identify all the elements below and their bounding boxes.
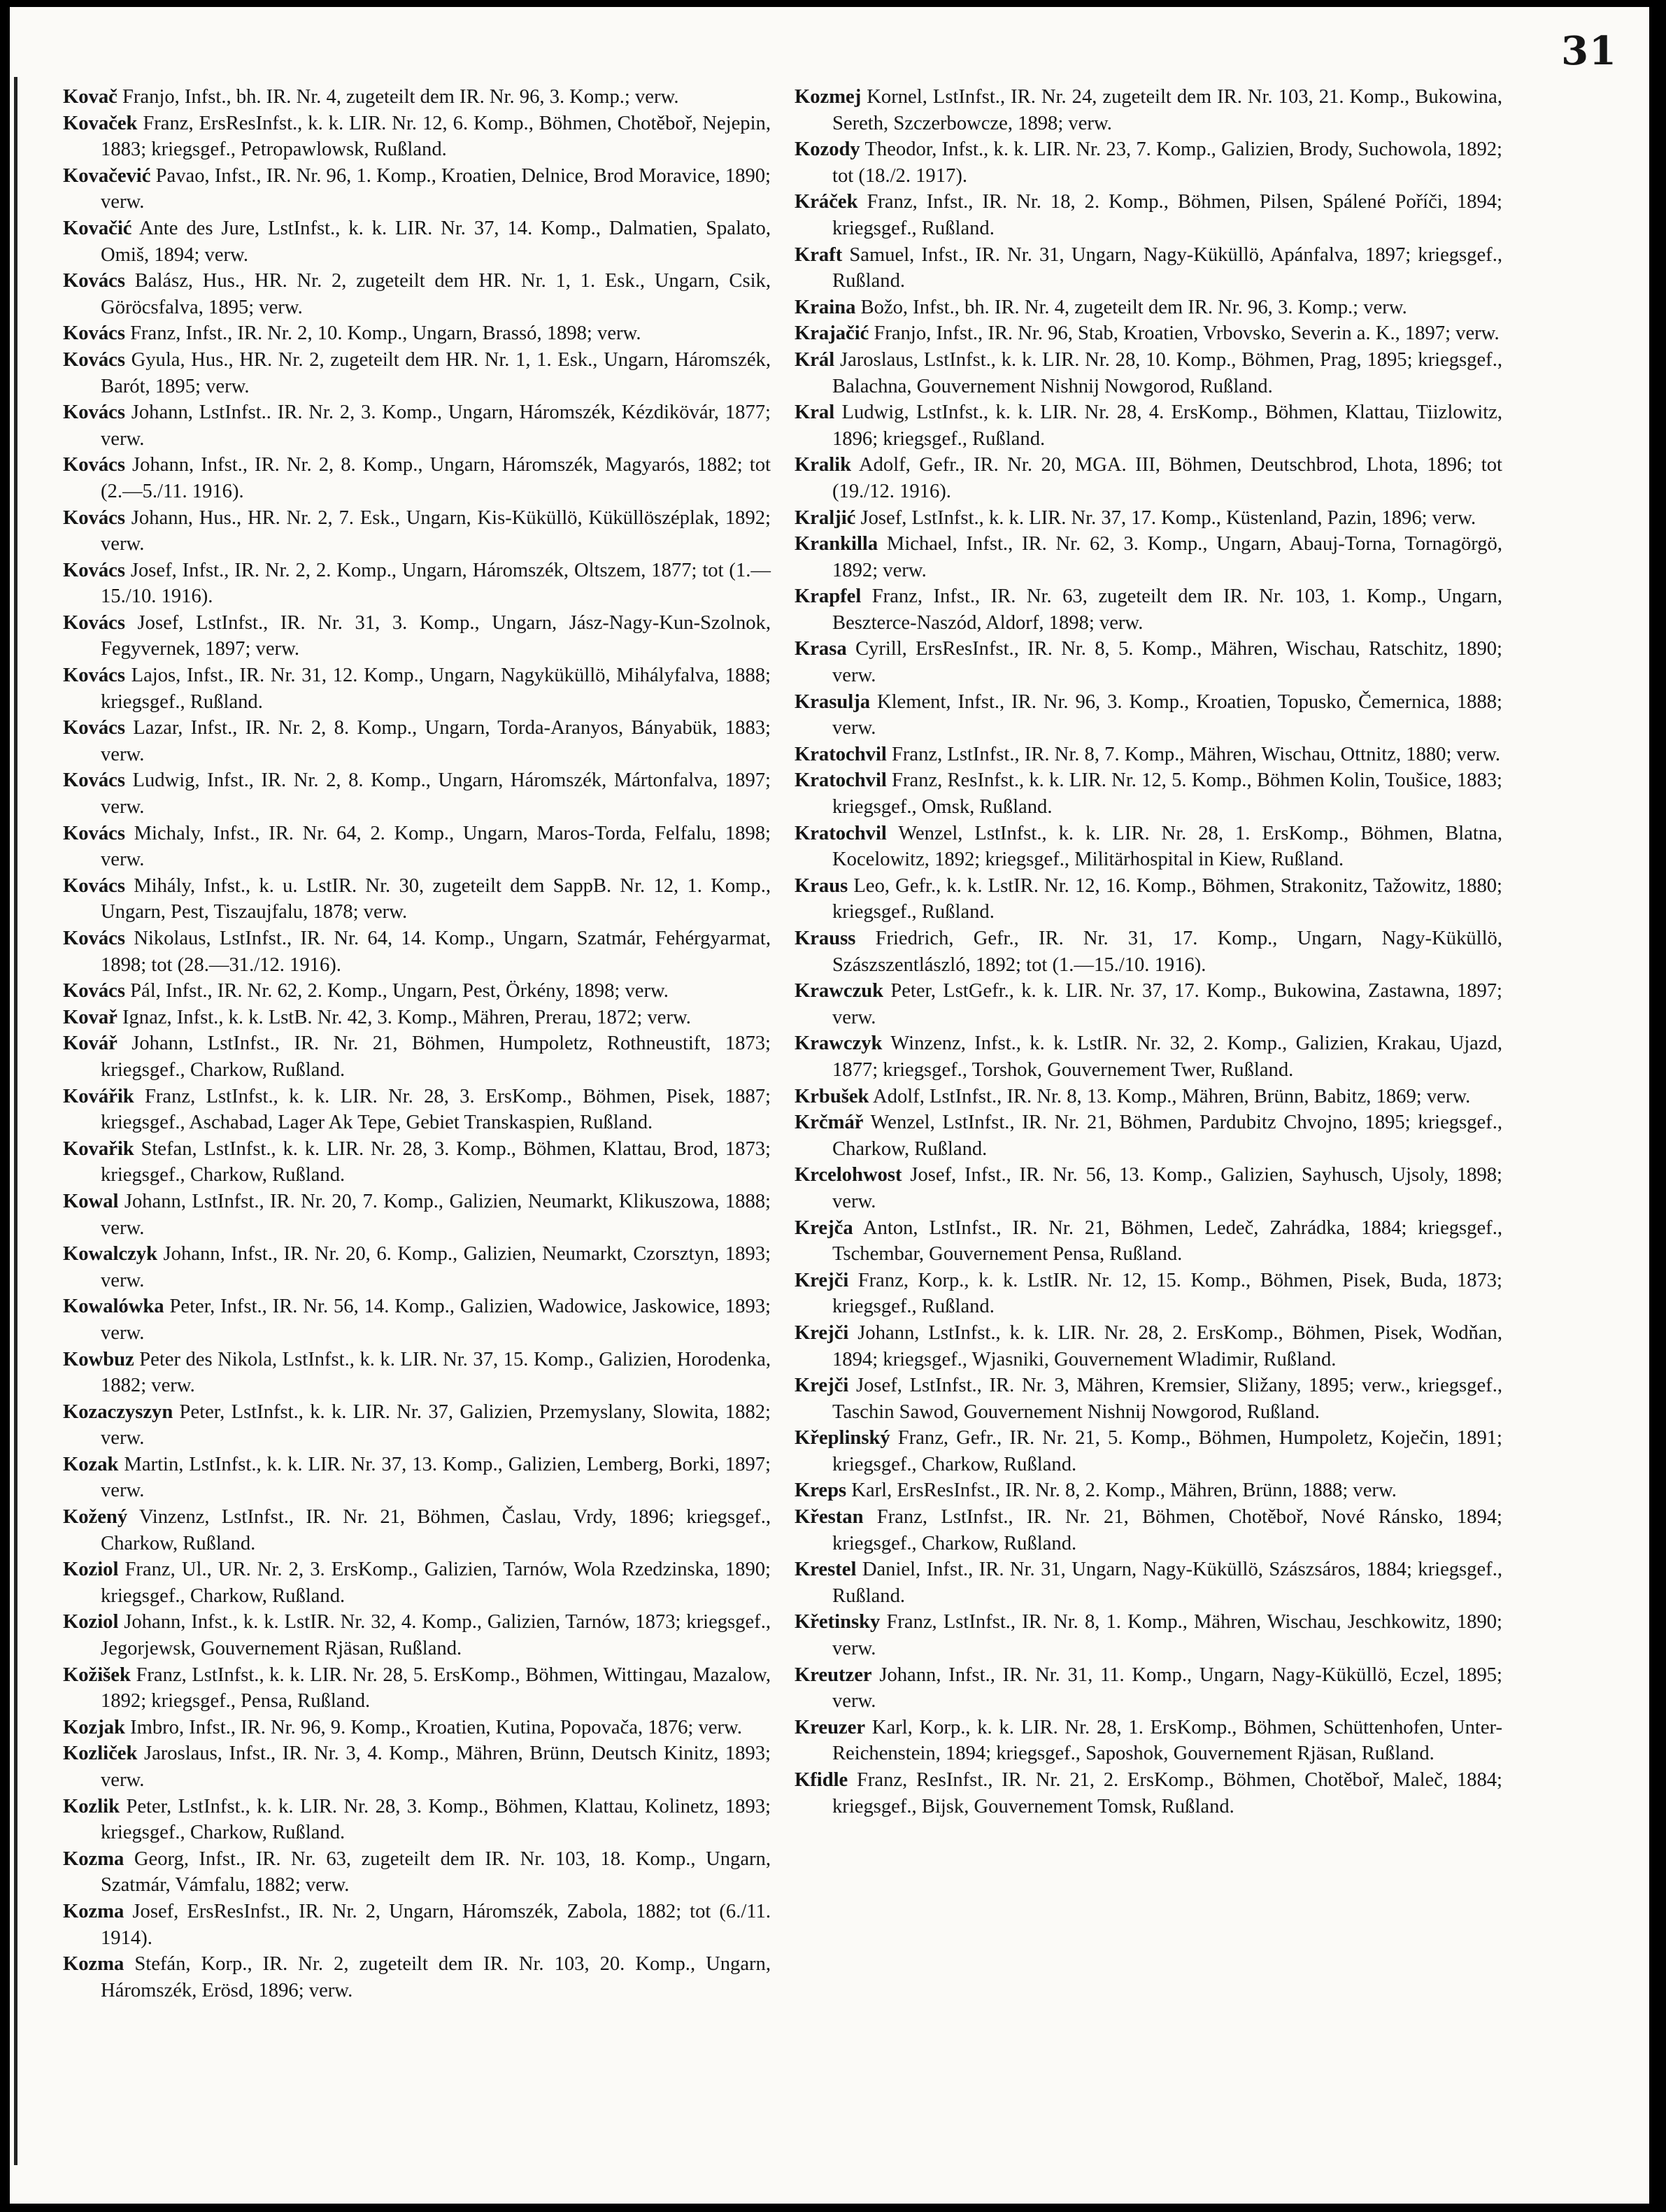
register-entry: [795, 742, 1502, 768]
entry-details: Wenzel, LstInfst., k. k. LIR. Nr. 28, 1. ErsKomp., Böhmen, Blatna, Kocelowitz, 1892; kriegsgef., Militärhospital in Kiew, Rußland.: [832, 822, 1502, 871]
entry-surname: Kovács: [63, 717, 125, 739]
entry-surname: Krajačić: [795, 322, 869, 345]
register-entry: [63, 1452, 771, 1504]
entry-details: Friedrich, Gefr., IR. Nr. 31, 17. Komp., Ungarn, Nagy-Küküllö, Szászszentlászló, 1892; tot (1.—15./10. 1916).: [832, 928, 1502, 976]
entry-surname: Kowal: [63, 1190, 119, 1212]
entry-details: Karl, ErsResInfst., IR. Nr. 8, 2. Komp., Mähren, Brünn, 1888; verw.: [846, 1480, 1397, 1502]
entry-details: Karl, Korp., k. k. LIR. Nr. 28, 1. ErsKomp., Böhmen, Schüttenhofen, Unter-Reichenstein, 1894; kriegsgef., Saposhok, Gouvernement Rjäsan, Rußland.: [832, 1716, 1502, 1765]
register-entry: [63, 1609, 771, 1661]
entry-surname: Kozliček: [63, 1743, 138, 1765]
register-entry: [63, 347, 771, 399]
entry-details: Adolf, LstInfst., IR. Nr. 8, 13. Komp., Mähren, Brünn, Babitz, 1869; verw.: [869, 1085, 1471, 1107]
register-entry: [63, 1084, 771, 1136]
margin-rule: [14, 77, 17, 2165]
register-entry: [795, 320, 1502, 347]
entry-details: Josef, Infst., IR. Nr. 2, 2. Komp., Ungarn, Háromszék, Oltszem, 1877; tot (1.—15./10. 1916).: [101, 559, 771, 608]
entry-surname: Kovács: [63, 665, 125, 687]
entry-details: Wenzel, LstInfst., IR. Nr. 21, Böhmen, Pardubitz Chvojno, 1895; kriegsgef., Charkow, Rußland.: [832, 1112, 1502, 1160]
register-entry: [63, 1399, 771, 1452]
entry-details: Johann, LstInfst., IR. Nr. 21, Böhmen, Humpoletz, Rothneustift, 1873; kriegsgef., Charkow, Rußland.: [101, 1033, 771, 1081]
register-entry: [63, 452, 771, 504]
entry-details: Martin, LstInfst., k. k. LIR. Nr. 37, 13. Komp., Galizien, Lemberg, Borki, 1897; verw.: [101, 1453, 771, 1502]
entry-details: Daniel, Infst., IR. Nr. 31, Ungarn, Nagy-Küküllö, Szászsáros, 1884; kriegsgef., Rußland.: [832, 1559, 1502, 1607]
entry-surname: Kozak: [63, 1453, 119, 1475]
entry-surname: Kozjak: [63, 1716, 125, 1738]
register-entry: [63, 1241, 771, 1293]
entry-surname: Krbušek: [795, 1085, 869, 1107]
entry-details: Gyula, Hus., HR. Nr. 2, zugeteilt dem HR. Nr. 1, 1. Esk., Ungarn, Háromszék, Barót, 1895; verw.: [101, 348, 771, 397]
entry-surname: Kovács: [63, 348, 125, 371]
entry-details: Franz, Gefr., IR. Nr. 21, 5. Komp., Böhmen, Humpoletz, Koječin, 1891; kriegsgef., Charkow, Rußland.: [832, 1427, 1502, 1475]
entry-surname: Kraft: [795, 243, 843, 266]
register-entry: [63, 1504, 771, 1557]
entry-details: Theodor, Infst., k. k. LIR. Nr. 23, 7. Komp., Galizien, Brody, Suchowola, 1892; tot (18./2. 1917).: [832, 139, 1502, 187]
entry-details: Peter, Infst., IR. Nr. 56, 14. Komp., Galizien, Wadowice, Jaskowice, 1893; verw.: [101, 1296, 771, 1344]
register-entry: [795, 295, 1502, 321]
entry-surname: Kovács: [63, 928, 125, 949]
entry-details: Nikolaus, LstInfst., IR. Nr. 64, 14. Komp., Ungarn, Szatmár, Fehérgyarmat, 1898; tot (28.—31./12. 1916).: [101, 928, 771, 976]
entry-details: Johann, Infst., IR. Nr. 31, 11. Komp., Ungarn, Nagy-Küküllö, Eczel, 1895; verw.: [832, 1664, 1502, 1713]
register-entry: [795, 767, 1502, 820]
entry-details: Ignaz, Infst., k. k. LstB. Nr. 42, 3. Komp., Mähren, Prerau, 1872; verw.: [117, 1006, 691, 1028]
entry-surname: Kovářik: [63, 1085, 134, 1107]
entry-surname: Kowalczyk: [63, 1243, 158, 1265]
entry-surname: Krauss: [795, 928, 856, 949]
entry-surname: Kovařik: [63, 1137, 134, 1160]
register-entry: [795, 583, 1502, 636]
entry-surname: Koziol: [63, 1559, 119, 1581]
entry-details: Franz, Infst., IR. Nr. 63, zugeteilt dem IR. Nr. 103, 1. Komp., Ungarn, Beszterce-Naszód, Aldorf, 1898; verw.: [832, 586, 1502, 634]
register-entry: [795, 136, 1502, 189]
entry-details: Stefán, Korp., IR. Nr. 2, zugeteilt dem IR. Nr. 103, 20. Komp., Ungarn, Háromszék, Erösd, 1896; verw.: [101, 1953, 771, 2001]
entry-details: Balász, Hus., HR. Nr. 2, zugeteilt dem HR. Nr. 1, 1. Esk., Ungarn, Csik, Göröcsfalva, 1895; verw.: [101, 270, 771, 318]
entry-details: Josef, LstInfst., IR. Nr. 3, Mähren, Kremsier, Sližany, 1895; verw., kriegsgef., Taschin Sawod, Gouvernement Nishnij Nowgorod, Rußland.: [832, 1375, 1502, 1423]
entry-surname: Kovács: [63, 559, 125, 581]
entry-details: Johann, Infst., k. k. LstIR. Nr. 32, 4. Komp., Galizien, Tarnów, 1873; kriegsgef., Jegorjewsk, Gouvernement Rjäsan, Rußland.: [101, 1611, 771, 1660]
entry-surname: Křeplinský: [795, 1427, 890, 1449]
entry-surname: Krawczuk: [795, 980, 884, 1002]
entry-details: Ante des Jure, LstInfst., k. k. LIR. Nr. 37, 14. Komp., Dalmatien, Spalato, Omiš, 1894; verw.: [101, 217, 771, 266]
entry-surname: Krcelohwost: [795, 1164, 902, 1186]
entry-surname: Kozody: [795, 139, 860, 161]
entry-surname: Kreuzer: [795, 1716, 866, 1738]
register-entry: [63, 163, 771, 215]
register-entry: [63, 1951, 771, 2004]
register-entry: [63, 1136, 771, 1189]
entry-details: Franz, Infst., IR. Nr. 18, 2. Komp., Böhmen, Pilsen, Spálené Poříči, 1894; kriegsgef., Rußland.: [832, 191, 1502, 239]
entry-details: Franz, LstInfst., k. k. LIR. Nr. 28, 5. ErsKomp., Böhmen, Wittingau, Mazalow, 1892; kriegsgef., Pensa, Rußland.: [101, 1664, 771, 1713]
entry-surname: Kratochvil: [795, 743, 887, 765]
entry-surname: Kreps: [795, 1480, 847, 1502]
entry-details: Pál, Infst., IR. Nr. 62, 2. Komp., Ungarn, Pest, Örkény, 1898; verw.: [124, 980, 669, 1002]
entry-surname: Krankilla: [795, 533, 878, 555]
register-entry: [795, 1109, 1502, 1162]
entry-surname: Křetinsky: [795, 1611, 881, 1633]
entry-surname: Kovács: [63, 402, 125, 424]
entry-surname: Kožišek: [63, 1664, 131, 1686]
entry-surname: Kovács: [63, 611, 125, 634]
register-entry: [795, 1767, 1502, 1820]
entry-surname: Kovačević: [63, 164, 151, 187]
entry-surname: Kovács: [63, 270, 125, 292]
register-entry: [63, 926, 771, 978]
entry-surname: Kovács: [63, 454, 125, 476]
entry-details: Cyrill, ErsResInfst., IR. Nr. 8, 5. Komp., Mähren, Wischau, Ratschitz, 1890; verw.: [832, 638, 1502, 687]
register-entry: [795, 978, 1502, 1030]
register-entry: [795, 1504, 1502, 1557]
entry-details: Lajos, Infst., IR. Nr. 31, 12. Komp., Ungarn, Nagyküküllö, Mihályfalva, 1888; kriegsgef., Rußland.: [101, 665, 771, 713]
entry-surname: Kovač: [63, 86, 118, 108]
register-entry: [795, 926, 1502, 978]
entry-details: Anton, LstInfst., IR. Nr. 21, Böhmen, Ledeč, Zahrádka, 1884; kriegsgef., Tschembar, Gouvernement Pensa, Rußland.: [832, 1217, 1502, 1265]
register-entry: [63, 84, 771, 111]
entry-details: Leo, Gefr., k. k. LstIR. Nr. 12, 16. Komp., Böhmen, Strakonitz, Tažowitz, 1880; kriegsgef., Rußland.: [832, 874, 1502, 923]
entry-surname: Kovács: [63, 874, 125, 897]
register-entry: [795, 636, 1502, 688]
entry-surname: Krejči: [795, 1375, 849, 1397]
register-entry: [63, 215, 771, 268]
register-entry: [63, 1030, 771, 1083]
register-entry: [63, 610, 771, 662]
entry-surname: Král: [795, 348, 835, 371]
entry-details: Johann, Infst., IR. Nr. 2, 8. Komp., Ungarn, Háromszék, Magyarós, 1882; tot (2.—5./11. 1916).: [101, 454, 771, 502]
register-entry: [63, 1794, 771, 1846]
register-entry: [795, 399, 1502, 452]
entry-surname: Kovács: [63, 506, 125, 529]
entry-surname: Křestan: [795, 1506, 864, 1529]
entry-surname: Kraina: [795, 296, 856, 318]
register-entry: [63, 1347, 771, 1399]
entry-details: Johann, Infst., IR. Nr. 20, 6. Komp., Galizien, Neumarkt, Czorsztyn, 1893; verw.: [101, 1243, 771, 1291]
entry-surname: Kovács: [63, 822, 125, 844]
register-entry: [63, 1846, 771, 1899]
register-entry: [795, 242, 1502, 295]
entry-surname: Kovaček: [63, 112, 138, 134]
entry-surname: Kral: [795, 402, 835, 424]
register-entry: [795, 1084, 1502, 1110]
entry-details: Franz, ResInfst., k. k. LIR. Nr. 12, 5. Komp., Böhmen Kolin, Toušice, 1883; kriegsgef., Omsk, Rußland.: [832, 770, 1502, 818]
register-entry: [63, 399, 771, 452]
register-entry: [63, 767, 771, 820]
register-entry: [795, 1030, 1502, 1083]
register-entry: [63, 1189, 771, 1241]
register-entry: [795, 347, 1502, 399]
entry-surname: Kowalówka: [63, 1296, 164, 1318]
entry-details: Ludwig, LstInfst., k. k. LIR. Nr. 28, 4. ErsKomp., Böhmen, Klattau, Tiizlowitz, 1896; kriegsgef., Rußland.: [832, 402, 1502, 450]
register-entry: [63, 1899, 771, 1951]
register-entry: [795, 873, 1502, 926]
register-entry: [795, 1477, 1502, 1504]
entry-details: Johann, LstInfst., k. k. LIR. Nr. 28, 2. ErsKomp., Böhmen, Pisek, Wodňan, 1894; kriegsgef., Wjasniki, Gouvernement Wladimir, Rußland.: [832, 1321, 1502, 1370]
register-entry: [63, 111, 771, 163]
entry-surname: Kovář: [63, 1033, 118, 1055]
entry-surname: Krestel: [795, 1559, 857, 1581]
register-entry: [795, 505, 1502, 532]
register-entry: [795, 84, 1502, 136]
entry-surname: Koziol: [63, 1611, 119, 1633]
register-entry: [63, 873, 771, 926]
register-entry: [63, 505, 771, 558]
register-entry: [795, 1320, 1502, 1373]
register-entry: [63, 978, 771, 1005]
entry-details: Josef, LstInfst., k. k. LIR. Nr. 37, 17. Komp., Küstenland, Pazin, 1896; verw.: [855, 506, 1476, 529]
entry-details: Josef, Infst., IR. Nr. 56, 13. Komp., Galizien, Sayhusch, Ujsoly, 1898; verw.: [832, 1164, 1502, 1212]
entry-details: Johann, LstInfst.. IR. Nr. 2, 3. Komp., Ungarn, Háromszék, Kézdikövár, 1877; verw.: [101, 402, 771, 450]
entry-details: Josef, LstInfst., IR. Nr. 31, 3. Komp., Ungarn, Jász-Nagy-Kun-Szolnok, Fegyvernek, 1897; verw.: [101, 611, 771, 660]
entry-surname: Kratochvil: [795, 770, 887, 792]
register-entry: [795, 689, 1502, 742]
entry-details: Peter, LstInfst., k. k. LIR. Nr. 37, Galizien, Przemyslany, Slowita, 1882; verw.: [101, 1401, 771, 1449]
entry-surname: Kraljić: [795, 506, 856, 529]
register-entry: [795, 1557, 1502, 1609]
entry-details: Josef, ErsResInfst., IR. Nr. 2, Ungarn, Háromszék, Zabola, 1882; tot (6./11. 1914).: [101, 1900, 771, 1949]
entry-details: Franz, ResInfst., IR. Nr. 21, 2. ErsKomp., Böhmen, Chotěboř, Maleč, 1884; kriegsgef., Bijsk, Gouvernement Tomsk, Rußland.: [832, 1769, 1502, 1817]
register-entry: [63, 558, 771, 610]
entry-details: Vinzenz, LstInfst., IR. Nr. 21, Böhmen, Časlau, Vrdy, 1896; kriegsgef., Charkow, Rußland.: [101, 1506, 771, 1554]
register-entry: [795, 821, 1502, 873]
entry-surname: Kozma: [63, 1900, 124, 1922]
entry-details: Franz, Korp., k. k. LstIR. Nr. 12, 15. Komp., Böhmen, Pisek, Buda, 1873; kriegsgef., Rußland.: [832, 1269, 1502, 1318]
entry-surname: Kozma: [63, 1848, 124, 1870]
register-entry: [63, 1293, 771, 1346]
entry-details: Mihály, Infst., k. u. LstIR. Nr. 30, zugeteilt dem SappB. Nr. 12, 1. Komp., Ungarn, Pest, Tiszaujfalu, 1878; verw.: [101, 874, 771, 923]
register-entry: [63, 1715, 771, 1741]
entry-details: Imbro, Infst., IR. Nr. 96, 9. Komp., Kroatien, Kutina, Popovača, 1876; verw.: [124, 1716, 742, 1738]
entry-details: Pavao, Infst., IR. Nr. 96, 1. Komp., Kroatien, Delnice, Brod Moravice, 1890; verw.: [101, 164, 771, 213]
entry-details: Lazar, Infst., IR. Nr. 2, 8. Komp., Ungarn, Torda-Aranyos, Bányabük, 1883; verw.: [101, 717, 771, 765]
entry-surname: Kozlik: [63, 1795, 120, 1817]
register-entry: [63, 662, 771, 715]
entry-surname: Kratochvil: [795, 822, 887, 844]
entry-surname: Kreutzer: [795, 1664, 872, 1686]
entry-details: Adolf, Gefr., IR. Nr. 20, MGA. III, Böhmen, Deutschbrod, Lhota, 1896; tot (19./12. 1916).: [832, 454, 1502, 502]
entry-surname: Krapfel: [795, 586, 862, 608]
entry-details: Božo, Infst., bh. IR. Nr. 4, zugeteilt dem IR. Nr. 96, 3. Komp.; verw.: [855, 296, 1407, 318]
entry-details: Johann, LstInfst., IR. Nr. 20, 7. Komp., Galizien, Neumarkt, Klikuszowa, 1888; verw.: [101, 1190, 771, 1239]
entry-details: Franz, Ul., UR. Nr. 2, 3. ErsKomp., Galizien, Tarnów, Wola Rzedzinska, 1890; kriegsgef., Charkow, Rußland.: [101, 1559, 771, 1607]
register-entry: [795, 531, 1502, 583]
entry-surname: Krasa: [795, 638, 847, 660]
register-entry: [795, 452, 1502, 504]
entry-surname: Kovács: [63, 322, 125, 345]
entry-surname: Kožený: [63, 1506, 128, 1529]
entry-details: Franz, LstInfst., IR. Nr. 8, 7. Komp., Mähren, Wischau, Ottnitz, 1880; verw.: [886, 743, 1501, 765]
entry-details: Franz, Infst., IR. Nr. 2, 10. Komp., Ungarn, Brassó, 1898; verw.: [124, 322, 641, 345]
entry-details: Klement, Infst., IR. Nr. 96, 3. Komp., Kroatien, Topusko, Čemernica, 1888; verw.: [832, 690, 1502, 739]
entry-details: Jaroslaus, LstInfst., k. k. LIR. Nr. 28, 10. Komp., Böhmen, Prag, 1895; kriegsgef., Balachna, Gouvernement Nishnij Nowgorod, Rußland.: [832, 348, 1502, 397]
entry-surname: Kralik: [795, 454, 852, 476]
register-entry: [795, 1162, 1502, 1214]
entry-surname: Krawczyk: [795, 1033, 883, 1055]
entry-details: Franz, LstInfst., IR. Nr. 8, 1. Komp., Mähren, Wischau, Jeschkowitz, 1890; verw.: [832, 1611, 1502, 1660]
entry-surname: Kovař: [63, 1006, 118, 1028]
entry-details: Peter des Nikola, LstInfst., k. k. LIR. Nr. 37, 15. Komp., Galizien, Horodenka, 1882; verw.: [101, 1348, 771, 1397]
entry-details: Jaroslaus, Infst., IR. Nr. 3, 4. Komp., Mähren, Brünn, Deutsch Kinitz, 1893; verw.: [101, 1743, 771, 1791]
register-entry: [795, 1609, 1502, 1661]
register-entry: [795, 1215, 1502, 1268]
entry-details: Franz, LstInfst., IR. Nr. 21, Böhmen, Chotěboř, Nové Ránsko, 1894; kriegsgef., Charkow, Rußland.: [832, 1506, 1502, 1554]
entry-surname: Kovács: [63, 770, 125, 792]
entry-surname: Kozaczyszyn: [63, 1401, 173, 1423]
entry-details: Peter, LstInfst., k. k. LIR. Nr. 28, 3. Komp., Böhmen, Klattau, Kolinetz, 1893; kriegsgef., Charkow, Rußland.: [101, 1795, 771, 1844]
entry-surname: Krejči: [795, 1269, 849, 1291]
entry-details: Franz, LstInfst., k. k. LIR. Nr. 28, 3. ErsKomp., Böhmen, Pisek, 1887; kriegsgef., Aschabad, Lager Ak Tepe, Gebiet Transkaspien, Rußland.: [101, 1085, 771, 1134]
page-number: 31: [1561, 28, 1617, 74]
entry-surname: Kovács: [63, 980, 125, 1002]
entry-details: Franjo, Infst., bh. IR. Nr. 4, zugeteilt dem IR. Nr. 96, 3. Komp.; verw.: [117, 86, 679, 108]
entry-details: Ludwig, Infst., IR. Nr. 2, 8. Komp., Ungarn, Háromszék, Mártonfalva, 1897; verw.: [101, 770, 771, 818]
entry-details: Kornel, LstInfst., IR. Nr. 24, zugeteilt dem IR. Nr. 103, 21. Komp., Bukowina, Sereth, Szczerbowcze, 1898; verw.: [832, 86, 1502, 134]
register-entry: [795, 1373, 1502, 1425]
register-entry: [63, 715, 771, 767]
entry-surname: Krasulja: [795, 690, 871, 713]
register-entry: [63, 268, 771, 320]
entry-surname: Kozmej: [795, 86, 862, 108]
entry-details: Johann, Hus., HR. Nr. 2, 7. Esk., Ungarn, Kis-Küküllö, Küküllöszéplak, 1892; verw.: [101, 506, 771, 555]
register-entry: [63, 1005, 771, 1031]
register-entry: [63, 320, 771, 347]
entry-surname: Kovačić: [63, 217, 132, 239]
register-entry: [63, 1557, 771, 1609]
entry-surname: Kráček: [795, 191, 858, 213]
entry-details: Franz, ErsResInfst., k. k. LIR. Nr. 12, 6. Komp., Böhmen, Chotěboř, Nejepin, 1883; kriegsgef., Petropawlowsk, Rußland.: [101, 112, 771, 161]
entry-surname: Krčmář: [795, 1112, 864, 1134]
right-column: [795, 84, 1502, 1820]
entry-details: Stefan, LstInfst., k. k. LIR. Nr. 28, 3. Komp., Böhmen, Klattau, Brod, 1873; kriegsgef., Charkow, Rußland.: [101, 1137, 771, 1186]
left-column: [63, 84, 771, 2004]
register-entry: [795, 1268, 1502, 1320]
entry-details: Michaly, Infst., IR. Nr. 64, 2. Komp., Ungarn, Maros-Torda, Felfalu, 1898; verw.: [101, 822, 771, 871]
register-entry: [63, 1740, 771, 1793]
register-entry: [63, 821, 771, 873]
entry-surname: Krejči: [795, 1321, 849, 1344]
entry-surname: Kraus: [795, 874, 848, 897]
entry-surname: Kozma: [63, 1953, 124, 1976]
entry-surname: Kfidle: [795, 1769, 848, 1791]
register-entry: [795, 189, 1502, 241]
register-entry: [795, 1662, 1502, 1715]
entry-details: Michael, Infst., IR. Nr. 62, 3. Komp., Ungarn, Abauj-Torna, Tornagörgö, 1892; verw.: [832, 533, 1502, 581]
register-entry: [795, 1715, 1502, 1767]
document-page: [10, 7, 1649, 2204]
register-entry: [63, 1662, 771, 1715]
entry-details: Peter, LstGefr., k. k. LIR. Nr. 37, 17. Komp., Bukowina, Zastawna, 1897; verw.: [832, 980, 1502, 1028]
entry-details: Samuel, Infst., IR. Nr. 31, Ungarn, Nagy-Küküllö, Apánfalva, 1897; kriegsgef., Rußland.: [832, 243, 1502, 292]
entry-surname: Krejča: [795, 1217, 853, 1239]
entry-details: Georg, Infst., IR. Nr. 63, zugeteilt dem IR. Nr. 103, 18. Komp., Ungarn, Szatmár, Vámfalu, 1882; verw.: [101, 1848, 771, 1896]
entry-details: Franjo, Infst., IR. Nr. 96, Stab, Kroatien, Vrbovsko, Severin a. K., 1897; verw.: [869, 322, 1500, 345]
entry-surname: Kowbuz: [63, 1348, 134, 1370]
register-entry: [795, 1425, 1502, 1477]
entry-details: Winzenz, Infst., k. k. LstIR. Nr. 32, 2. Komp., Galizien, Krakau, Ujazd, 1877; kriegsgef., Torshok, Gouvernement Twer, Rußland.: [832, 1033, 1502, 1081]
